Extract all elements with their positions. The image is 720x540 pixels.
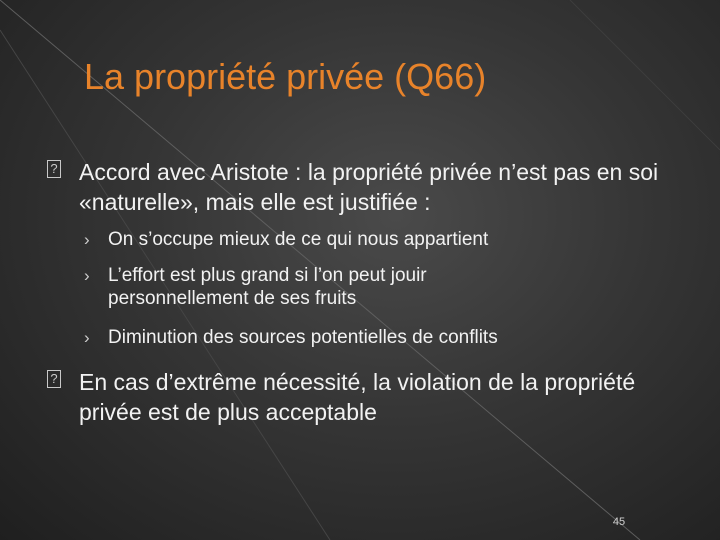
bullet-item [50,157,689,217]
sub-bullet-text: On s’occupe mieux de ce qui nous appartient [108,229,489,250]
square-bullet-icon: ? [47,160,61,178]
bullet-text: En cas d’extrême nécessité, la violation de la propriété privée est de plus acceptable [79,369,636,425]
bullet-text: Accord avec Aristote : la propriété privée n’est pas en soi «naturelle», mais elle est justifiée : [79,159,659,215]
chevron-right-icon: › [84,328,90,347]
chevron-right-icon: › [84,266,90,285]
bullet-item [50,367,689,427]
sub-bullet-item [84,228,668,251]
page-number: 45 [612,516,626,528]
chevron-right-icon: › [84,230,90,249]
sub-bullet-text: L’effort est plus grand si l’on peut jouir personnellement de ses fruits [108,265,427,309]
sub-bullet-text: Diminution des sources potentielles de conflits [108,327,498,348]
sub-bullet-item [84,326,668,349]
square-bullet-icon: ? [47,370,61,388]
sub-bullet-item [84,264,548,310]
slide-title: La propriété privée (Q66) [84,56,487,97]
